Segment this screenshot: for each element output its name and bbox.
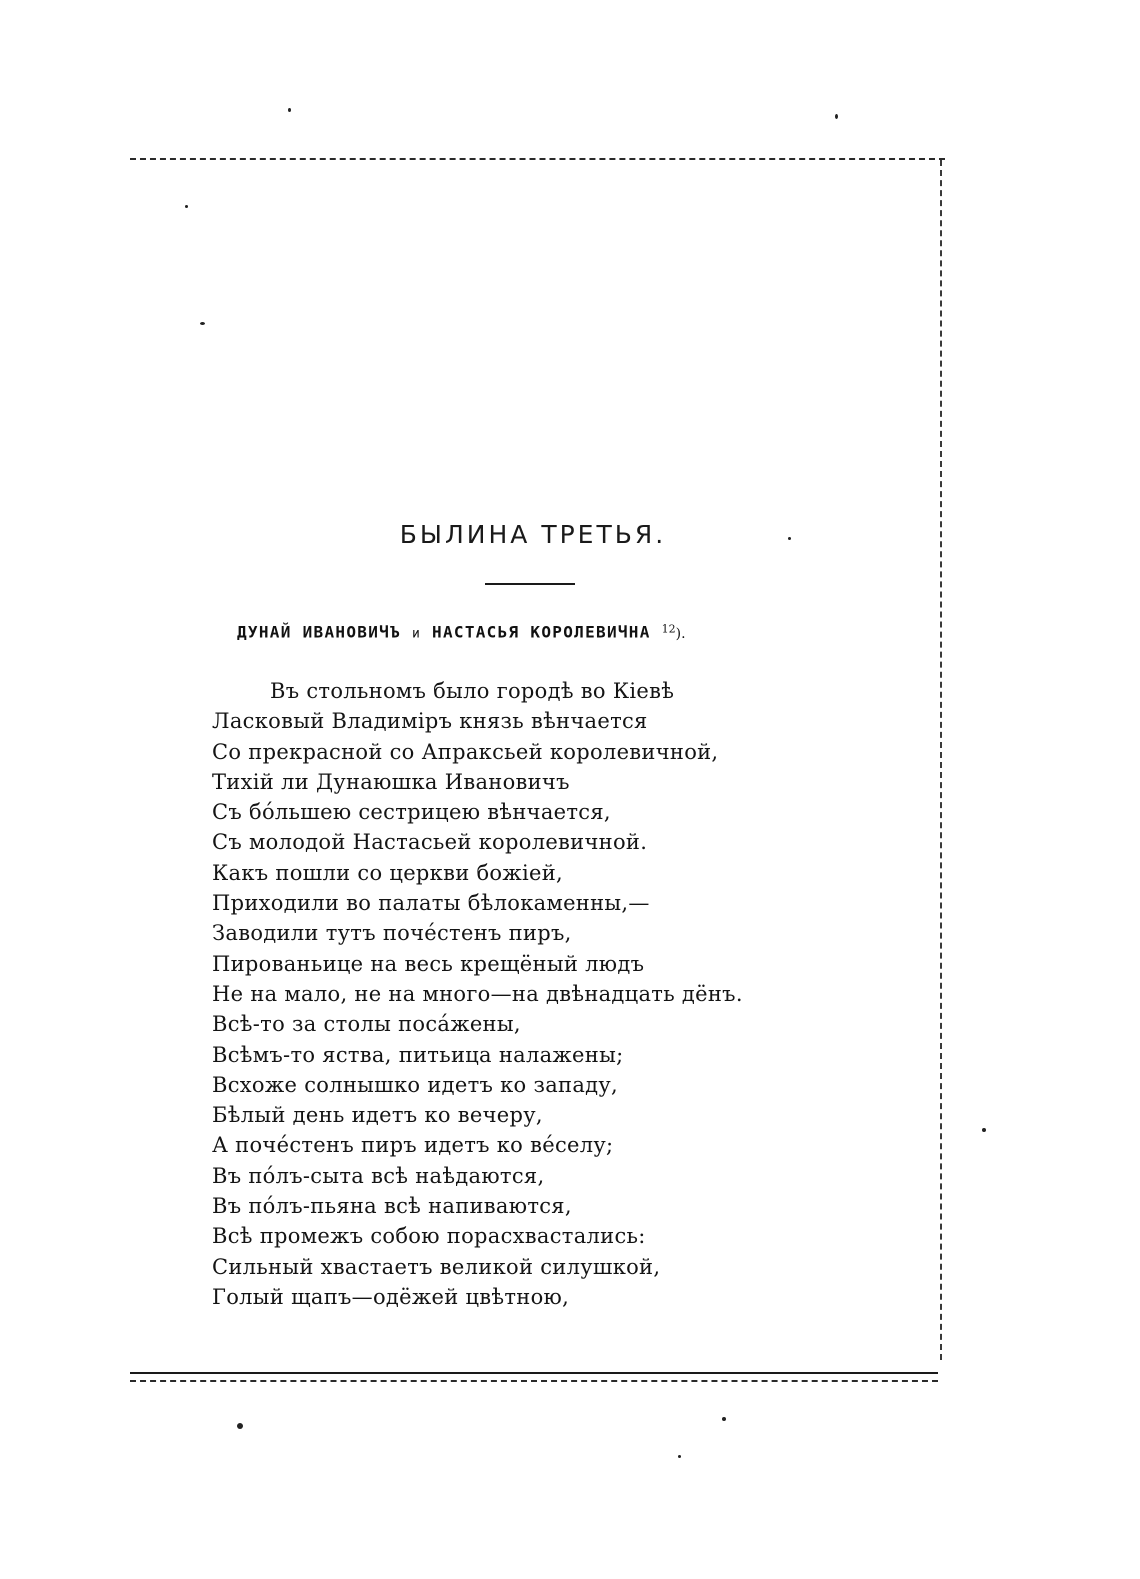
ink-speck: [835, 114, 838, 119]
ink-speck: [237, 1423, 243, 1429]
poem-line: Сильный хвастаетъ великой силушкой,: [212, 1254, 661, 1279]
footnote-close: ).: [675, 625, 686, 642]
poem-text: [212, 676, 743, 1312]
footnote-marker: [661, 622, 686, 642]
bottom-dashed-rule: [130, 1380, 938, 1382]
poem-line: Въ стольномъ было городѣ во Кіевѣ: [270, 679, 675, 703]
ink-speck: [722, 1417, 726, 1421]
top-border-rule: [130, 158, 945, 160]
ink-speck: [200, 322, 205, 325]
right-border-rule: [940, 160, 942, 1360]
poem-line: Голый щапъ—одёжей цвѣтною,: [212, 1284, 570, 1309]
poem-line: Всѣмъ-то яства, питьица налажены;: [212, 1042, 624, 1067]
poem-line: Заводили тутъ поче́стенъ пиръ,: [212, 921, 572, 946]
poem-line: Всѣ промежъ собою порасхвастались:: [212, 1224, 646, 1249]
poem-line: Бѣлый день идетъ ко вечеру,: [212, 1103, 543, 1128]
ink-speck: [185, 205, 188, 208]
ink-speck: [982, 1128, 986, 1132]
poem-line: Со прекрасной со Апраксьей королевичной,: [212, 739, 719, 764]
subtitle-conjunction: и: [411, 626, 422, 642]
poem-line: Съ бо́льшею сестрицею вѣнчается,: [212, 800, 611, 825]
poem-line: Ласковый Владиміръ князь вѣнчается: [212, 709, 648, 734]
ink-speck: [788, 537, 791, 540]
poem-line: Въ по́лъ-сыта всѣ наѣдаются,: [212, 1163, 545, 1188]
poem-line: Всѣ-то за столы поса́жены,: [212, 1012, 521, 1037]
footnote-number: 12: [661, 622, 676, 635]
title-separator: [485, 583, 575, 585]
poem-line: Съ молодой Настасьей королевичной.: [212, 830, 648, 855]
bottom-border-rule: [130, 1372, 938, 1374]
poem-line: Не на мало, не на много—на двѣнадцать дёнъ.: [212, 981, 743, 1006]
subtitle-heroine-name: НАСТАСЬЯ КОРОЛЕВИЧНА: [432, 622, 651, 642]
subtitle-hero-name: ДУНАЙ ИВАНОВИЧЪ: [237, 622, 401, 642]
poem-line: Пированьице на весь крещёный людъ: [212, 951, 645, 976]
poem-line: А поче́стенъ пиръ идетъ ко ве́селу;: [212, 1133, 614, 1158]
ink-speck: [678, 1455, 681, 1458]
poem-line: Въ по́лъ-пьяна всѣ напиваются,: [212, 1194, 572, 1219]
byline-subtitle: [237, 622, 686, 642]
chapter-title: БЫЛИНА ТРЕТЬЯ.: [399, 520, 667, 549]
poem-line: Тихій ли Дунаюшка Ивановичъ: [212, 769, 570, 794]
poem-line: Приходили во палаты бѣлокаменны,—: [212, 891, 650, 916]
ink-speck: [288, 108, 291, 112]
poem-line: Всхоже солнышко идетъ ко западу,: [212, 1072, 619, 1097]
poem-line: Какъ пошли со церкви божіей,: [212, 860, 564, 885]
